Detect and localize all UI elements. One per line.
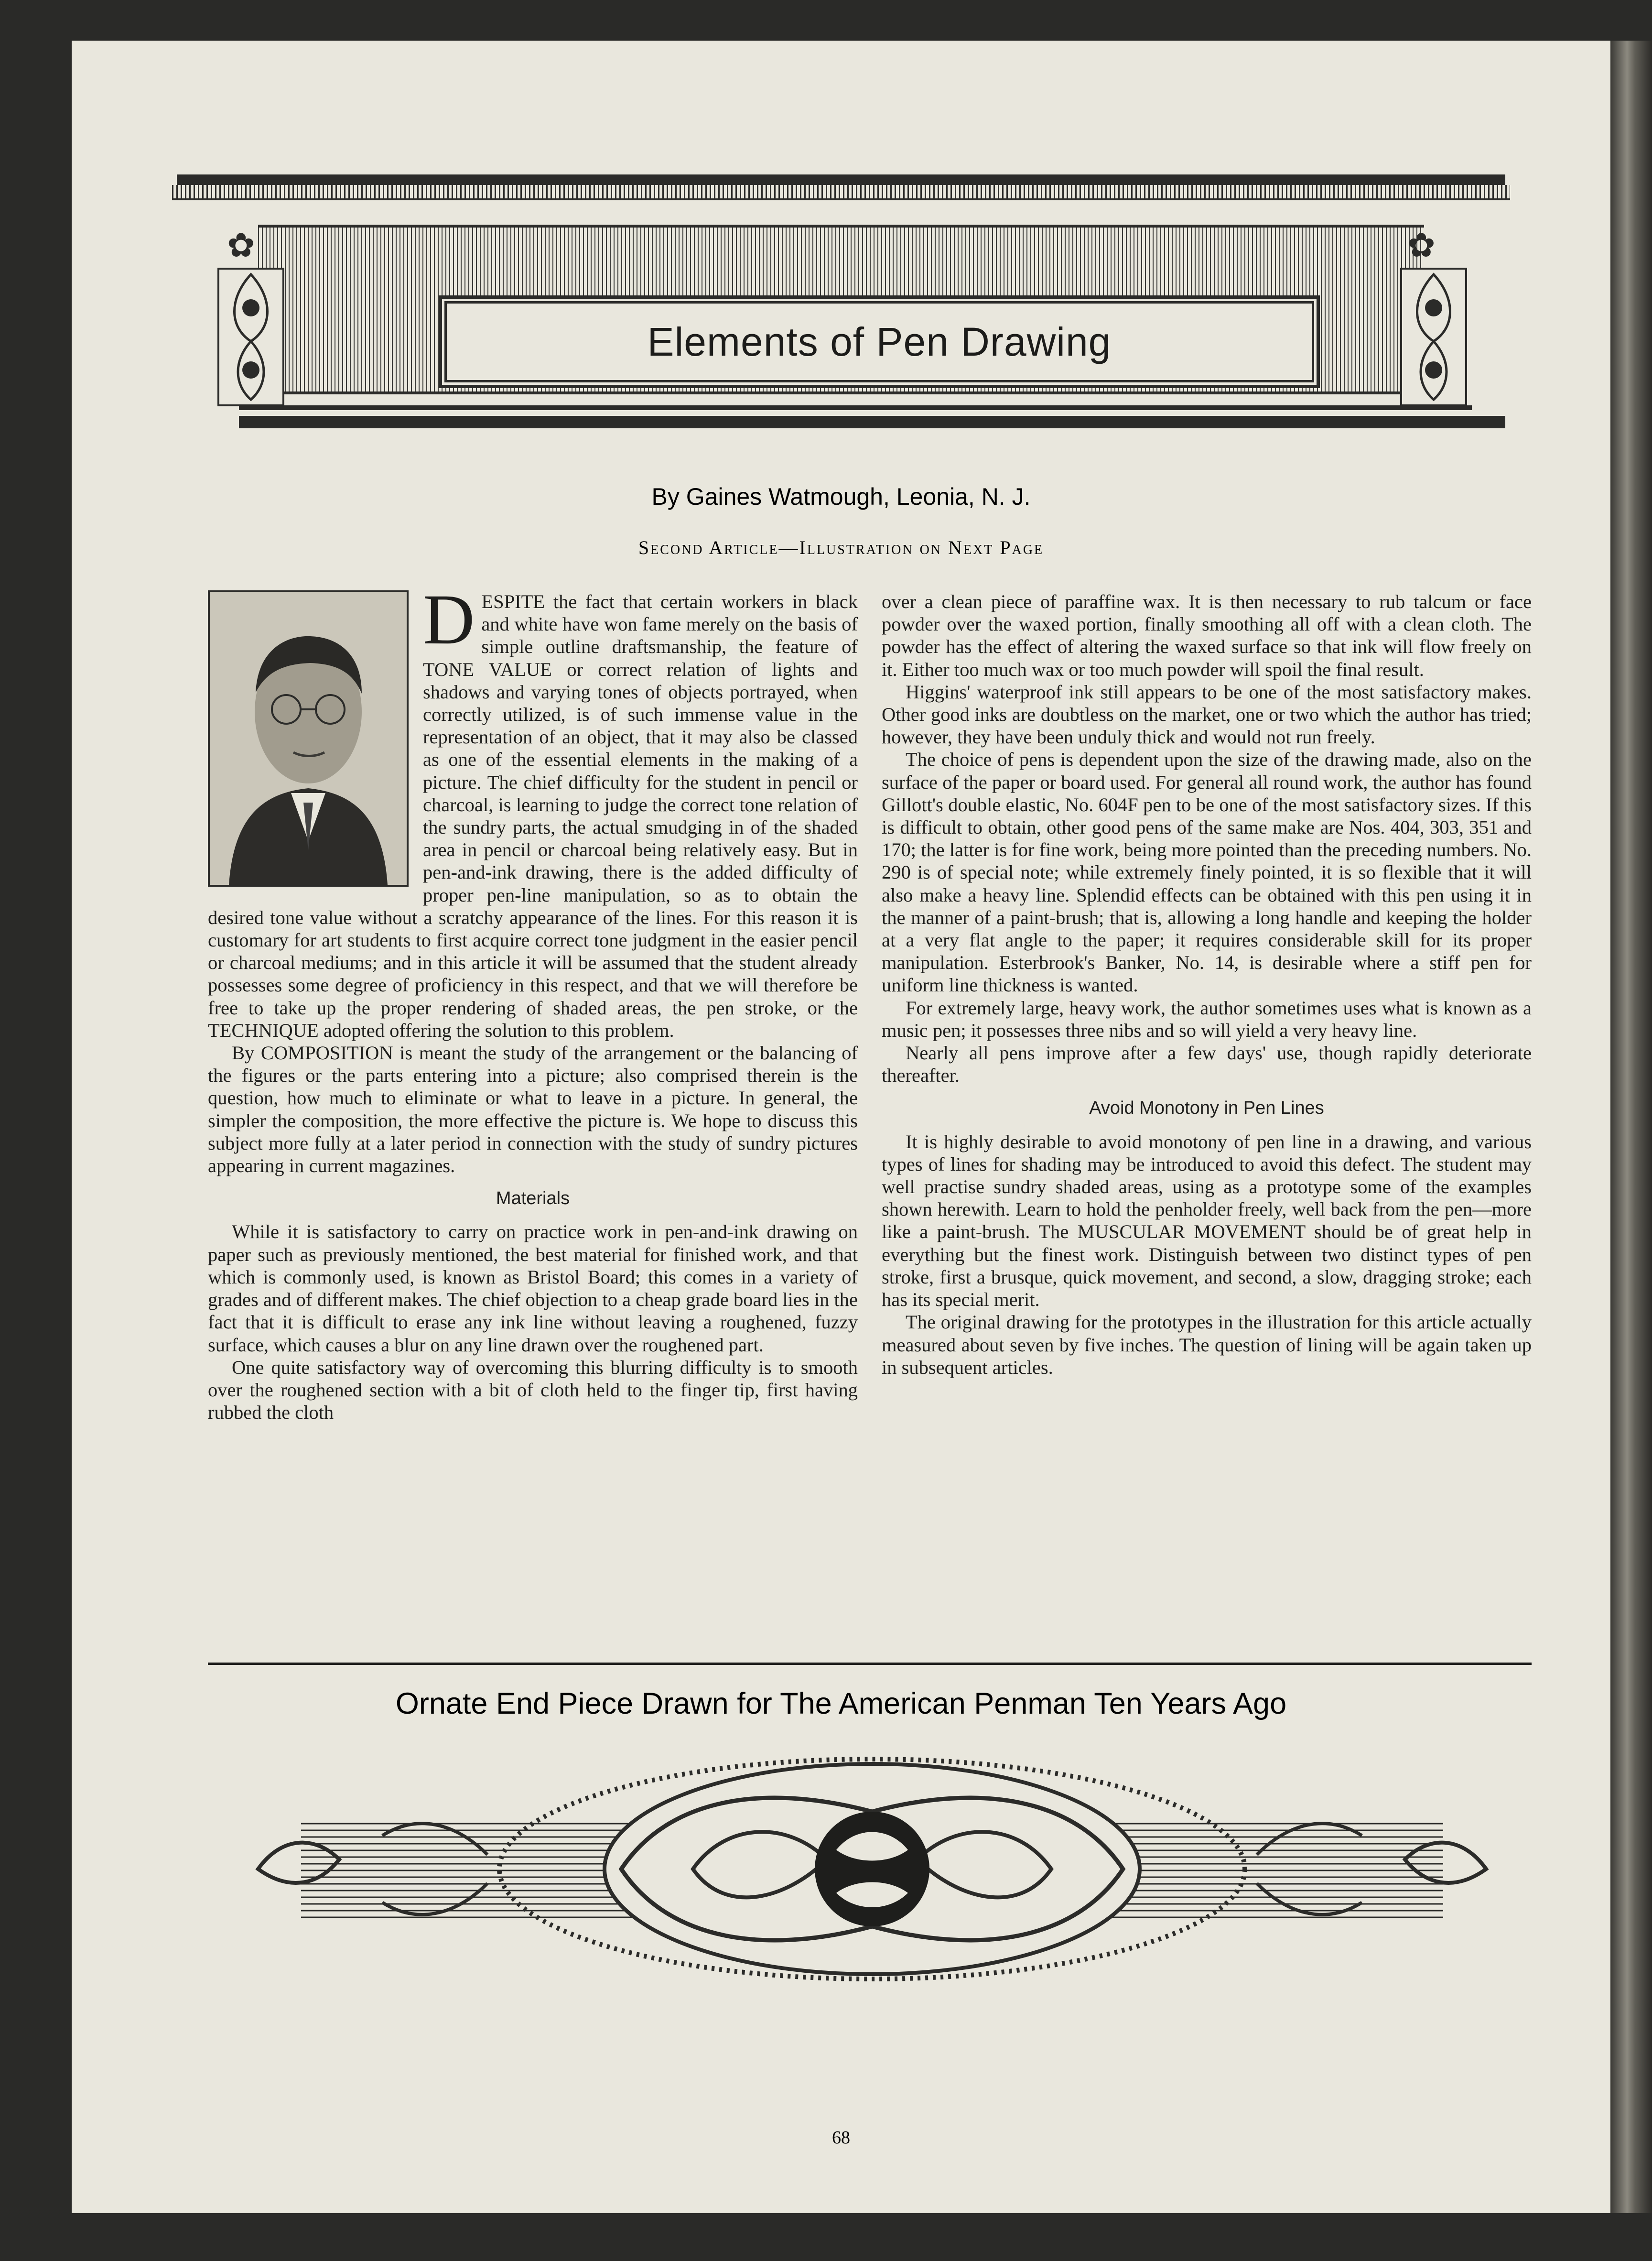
left-paragraph-2: By COMPOSITION is meant the study of the arrangement or the balancing of the figures or the parts entering into a picture; also comprised therein is the question, how much to eliminate or what to leave in a picture. In general, the simpler the composition, the more effective the picture is. We hope to discuss this subject more fully at a later period in connection with the study of sundry pictures appearing in current magazines. xyxy=(208,1042,858,1177)
right-paragraph-1: over a clean piece of paraffine wax. It is then necessary to rub talcum or face powder over the waxed portion, finally smoothing all off with a clean cloth. The powder has the effect of altering the waxed surface so that ink will flow freely on it. Either too much wax or too much powder will spoil the final result. xyxy=(882,591,1532,680)
right-paragraph-4: For extremely large, heavy work, the author sometimes uses what is known as a music pen; it possesses three nibs and so will yield a very heavy line. xyxy=(882,997,1532,1041)
header-cornice-top xyxy=(177,174,1505,185)
endpiece-title: Ornate End Piece Drawn for The American Penman Ten Years Ago xyxy=(395,1687,1287,1720)
page-number: 68 xyxy=(832,2128,850,2148)
dropcap: D xyxy=(423,580,475,659)
article-title: Elements of Pen Drawing xyxy=(647,319,1112,364)
section-heading-materials: Materials xyxy=(496,1188,570,1209)
right-paragraph-2: Higgins' waterproof ink still appears to be one of the most satisfactory makes. Other good inks are doubtless on the market, one or two which the author has tried; however, they have been unduly thick and would not run freely. xyxy=(882,681,1532,748)
header-base-molding xyxy=(239,405,1472,410)
section-divider-rule xyxy=(208,1663,1532,1665)
right-paragraph-5: Nearly all pens improve after a few days' use, though rapidly deteriorate thereafter. xyxy=(882,1042,1532,1087)
author-portrait xyxy=(208,590,409,887)
header-cornice-molding xyxy=(172,185,1510,200)
left-paragraph-3: While it is satisfactory to carry on practice work in pen-and-ink drawing on paper such as previously mentioned, the best material for finished work, and that which is commonly used, is known as Bristol Board; this comes in a variety of grades and of different makes. The chief objection to a cheap grade board lies in the fact that it is difficult to erase any ink line without leaving a roughened, fuzzy surface, which causes a blur on any line drawn over the roughened part. xyxy=(208,1221,858,1356)
article-column-left xyxy=(208,580,858,1424)
pilaster-left-ornament xyxy=(217,268,284,406)
subhead: Second Article—Illustration on Next Page xyxy=(638,537,1044,558)
rosette-right-icon: ✿ xyxy=(1407,228,1436,264)
title-panel xyxy=(444,301,1314,382)
left-paragraph-1: ESPITE the fact that certain workers in black and white have won fame merely on the basis of simple outline draftsmanship, the feature of TONE VALUE or correct relation of lights and shadows and varying tones of objects portrayed, when correctly utilized, is of such immense value in the representation of an object, that it may also be classed as one of the essential elements in the making of a picture. The chief difficulty for the student in pencil or charcoal, is learning to judge the correct tone relation of the sundry parts, the actual smudging in of the shaded area in pencil or charcoal being relatively easy. But in pen-and-ink drawing, there is the added difficulty of proper pen-line manipulation, so as to obtain the desired tone value without a scratchy appearance of the lines. For this reason it is customary for art students to first acquire correct tone judgment in the easier pencil or charcoal mediums; and in this article it will be assumed that the student already possesses some degree of proficiency in this respect, and that we will therefore be free to take up the proper rendering of shaded areas, the pen stroke, or the TECHNIQUE adopted offering the solution to this problem. xyxy=(208,591,858,1041)
section-heading-monotony: Avoid Monotony in Pen Lines xyxy=(1089,1098,1324,1119)
right-paragraph-6: It is highly desirable to avoid monotony of pen line in a drawing, and various types of lines for shading may be introduced to avoid this defect. The student may well practise sundry shaded areas, using as a prototype some of the examples shown herewith. Learn to hold the penholder freely, well back from the pen—more like a paint-brush. The MUSCULAR MOVEMENT should be of great help in everything but the finest work. Distinguish between two distinct types of pen stroke, first a brusque, quick movement, and second, a slow, dragging stroke; each has its special merit. xyxy=(882,1130,1532,1311)
right-paragraph-7: The original drawing for the prototypes in the illustration for this article actually measured about seven by five inches. The question of lining will be again taken up in subsequent articles. xyxy=(882,1311,1532,1378)
pilaster-right-ornament xyxy=(1400,268,1467,406)
ornate-end-piece-ornament xyxy=(239,1740,1505,1989)
rosette-left-icon: ✿ xyxy=(227,228,255,264)
page-binding-edge xyxy=(1610,41,1652,2213)
right-paragraph-3: The choice of pens is dependent upon the size of the drawing made, also on the surface of the paper or board used. For general all round work, the author has found Gillott's double elastic, No. 604F pen to be one of the most satisfactory sizes. If this is difficult to obtain, other good pens of the same make are Nos. 404, 303, 351 and 170; the latter is for fine work, being more pointed than the preceding numbers. No. 290 is of special note; while extremely finely pointed, it is so flexible that it will also make a heavy line. Splendid effects can be obtained with this pen using it in the manner of a paint-brush; that is, allowing a long handle and keeping the holder at a very flat angle to the paper; it requires considerable skill for its proper manipulation. Esterbrook's Banker, No. 14, is desirable where a stiff pen for uniform line thickness is wanted. xyxy=(882,749,1532,996)
article-column-right xyxy=(882,590,1532,1379)
left-paragraph-4: One quite satisfactory way of overcoming this blurring difficulty is to smooth over the roughened section with a bit of cloth held to the finger tip, first having rubbed the cloth xyxy=(208,1356,858,1424)
header-base xyxy=(239,416,1505,428)
byline: By Gaines Watmough, Leonia, N. J. xyxy=(651,483,1031,510)
